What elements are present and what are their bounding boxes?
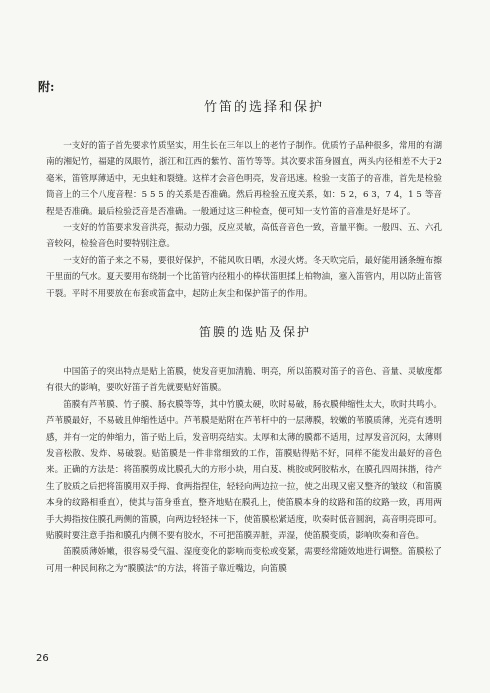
paragraph: 一支好的笛子首先要求竹质坚实，用生长在三年以上的老竹子制作。优质竹子品种很多，常用的有湖南的湘妃竹，福建的凤眼竹，浙江和江西的紫竹、笛竹等等。其次要求笛身圆直，两头内径相差不大于2毫米，笛管厚薄适中，无虫蛀和裂缝。这样才会音色明亮，发音迅速。检验一支笛子的音准，首先是检验筒音上的三个八度音程：5 5 5 的关系是否准确。然后再检验五度关系，如：5 2，6 3，7 4，1 5 等音程是否准确。最后检验泛音是否准确。一般通过这三种检查，便可知一支竹笛的音准是好是坏了。 <box>46 141 442 217</box>
appendix-label: 附: <box>38 80 55 94</box>
section-body-flute-selection <box>46 138 442 302</box>
section-title-flute-selection: 竹笛的选择和保护 <box>203 100 324 115</box>
paragraph: 笛膜质薄娇嫩，很容易受气温、湿度变化的影响而变松或变紧，需要经常随效地进行调整。笛膜松了可用一种民间称之为“膜膜法”的方法，将笛子靠近嘴边，向笛膜 <box>46 547 442 574</box>
paragraph: 一支好的竹笛要求发音洪亮，振动力强，反应灵敏，高低音音色一致，音量平衡。一般四、五、六孔音较闷，检验音色时要特别注意。 <box>46 223 442 250</box>
paragraph: 一支好的笛子来之不易，要很好保护，不能风吹日晒，水浸火烤。冬天吹完后，最好能用涵条缠布擦干里面的气水。夏天要用布绕制一个比笛管内径粗小的棒状笛胆揉上柏物油，塞入笛管内，用以防止笛管干裂。平时不用要放在布套或笛盒中，起防止灰尘和保护笛子的作用。 <box>46 255 442 299</box>
page-number: 26 <box>36 653 49 664</box>
paragraph: 笛膜有芦苇膜、竹子膜、肠衣膜等等，其中竹膜太硬，吹时易破，肠衣膜伸缩性太大，吹时共鸣小。芦苇膜最好，不易破且伸缩性适中。芦苇膜是贴附在芦苇杆中的一层薄膜，较嫩的苇膜质薄，光亮有透明感，并有一定的伸缩力，笛子贴上后，发音明亮结实。太厚和太薄的膜都不适用，过厚发音沉闷，太薄则发音松散、发炸、易破裂。贴笛膜是一件非常细致的工作，笛膜贴得贴不好，同样不能发出最好的音色来。正确的方法是：将笛膜剪成比膜孔大的方形小块，用白芨、桃胶或阿胶粘水，在膜孔四周抹揩，待产生了胶质之后把将笛膜用双手拇、食两指捏住，轻轻向两边拉一拉，使之出现又密又整齐的皱纹（和笛膜本身的纹路相垂直），使其与笛身垂直，整齐地贴在膜孔上，使笛膜本身的纹路和笛的纹路一致，再用两手大拇指按住膜孔两侧的笛膜，向两边轻轻抹一下，使笛膜松紧适度，吹奏时低音圆润，高音明亮即可。贴膜时要注意手指和膜孔内侧不要有胶水，不可把笛膜弄脏，弄湿，使笛膜变质，影响吹奏和音色。 <box>46 399 442 542</box>
section-body-flute-membrane <box>46 364 442 577</box>
section-title-flute-membrane: 笛膜的选贴及保护 <box>198 325 311 339</box>
paragraph: 中国笛子的突出特点是贴上笛膜，使发音更加清脆、明亮，所以笛膜对笛子的音色、音量、灵敏度都有很大的影响，要吹好笛子首先就要贴好笛膜。 <box>46 367 442 394</box>
